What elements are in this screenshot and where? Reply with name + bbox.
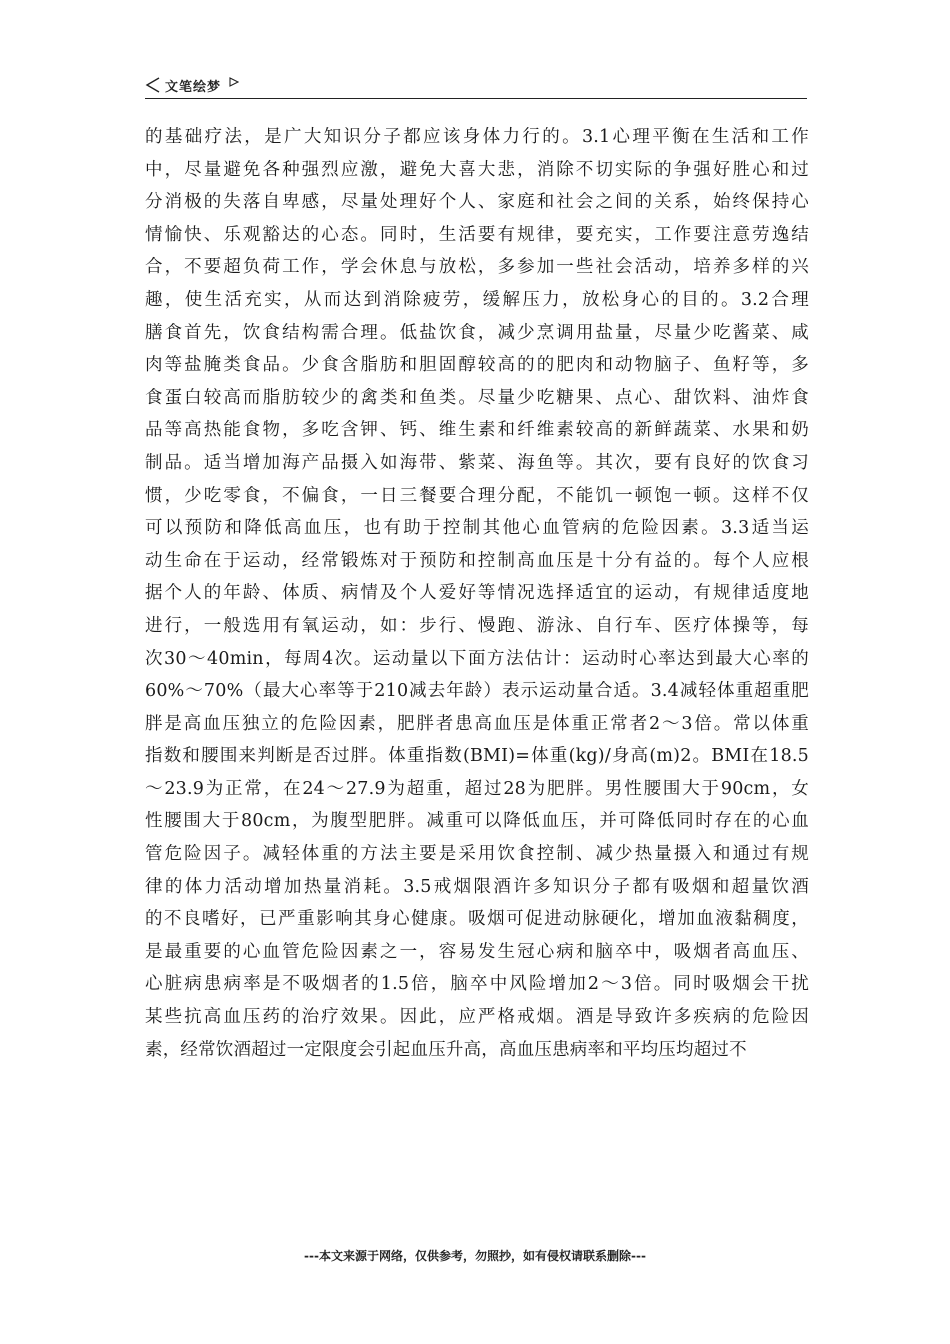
footer-disclaimer: ---本文来源于网络，仅供参考，勿照抄，如有侵权请联系删除--- bbox=[304, 1249, 646, 1263]
text-line: 食蛋白较高而脂肪较少的禽类和鱼类。尽量少吃糖果、点心、甜饮料、油炸食 bbox=[145, 387, 809, 408]
text-line: 据个人的年龄、体质、病情及个人爱好等情况选择适宜的运动，有规律适度地 bbox=[145, 583, 809, 604]
text-line: 合，不要超负荷工作，学会休息与放松，多参加一些社会活动，培养多样的兴 bbox=[145, 257, 809, 278]
text-line: 膳食首先，饮食结构需合理。低盐饮食，减少烹调用盐量，尽量少吃酱菜、咸 bbox=[145, 322, 809, 343]
text-line: 进行，一般选用有氧运动，如：步行、慢跑、游泳、自行车、医疗体操等，每 bbox=[145, 615, 809, 636]
text-line: 趣，使生活充实，从而达到消除疲劳，缓解压力，放松身心的目的。3.2合理 bbox=[145, 289, 809, 310]
text-line: 次30～40min，每周4次。运动量以下面方法估计：运动时心率达到最大心率的 bbox=[145, 648, 809, 669]
page-header bbox=[145, 72, 807, 99]
text-line: 管危险因子。减轻体重的方法主要是采用饮食控制、减少热量摄入和通过有规 bbox=[145, 844, 809, 865]
text-line: 60%～70%（最大心率等于210减去年龄）表示运动量合适。3.4减轻体重超重肥 bbox=[145, 681, 809, 702]
text-line: 的基础疗法，是广大知识分子都应该身体力行的。3.1心理平衡在生活和工作 bbox=[145, 127, 809, 147]
text-line: 制品。适当增加海产品摄入如海带、紫菜、海鱼等。其次，要有良好的饮食习 bbox=[145, 452, 809, 473]
text-line: 素，经常饮酒超过一定限度会引起血压升高，高血压患病率和平均压均超过不 bbox=[145, 1039, 747, 1060]
text-line: 情愉快、乐观豁达的心态。同时，生活要有规律，要充实，工作要注意劳逸结 bbox=[145, 224, 809, 245]
text-line: ～23.9为正常，在24～27.9为超重，超过28为肥胖。男性腰围大于90cm，女 bbox=[145, 778, 809, 799]
text-line: 中，尽量避免各种强烈应激，避免大喜大悲，消除不切实际的争强好胜心和过 bbox=[145, 159, 809, 180]
text-line: 分消极的失落自卑感，尽量处理好个人、家庭和社会之间的关系，始终保持心 bbox=[145, 192, 809, 213]
triangle-right-icon bbox=[229, 77, 239, 87]
text-line: 惯，少吃零食，不偏食，一日三餐要合理分配，不能饥一顿饱一顿。这样不仅 bbox=[145, 485, 809, 506]
text-line: 品等高热能食物，多吃含钾、钙、维生素和纤维素较高的新鲜蔬菜、水果和奶 bbox=[145, 420, 809, 441]
text-line: 胖是高血压独立的危险因素，肥胖者患高血压是体重正常者2～3倍。常以体重 bbox=[145, 713, 809, 734]
text-line: 的不良嗜好，已严重影响其身心健康。吸烟可促进动脉硬化，增加血液黏稠度， bbox=[145, 909, 809, 930]
text-line: 动生命在于运动，经常锻炼对于预防和控制高血压是十分有益的。每个人应根 bbox=[145, 550, 809, 571]
text-line: 可以预防和降低高血压，也有助于控制其他心血管病的危险因素。3.3适当运 bbox=[145, 518, 809, 539]
text-line: 律的体力活动增加热量消耗。3.5戒烟限酒许多知识分子都有吸烟和超量饮酒 bbox=[145, 876, 809, 897]
brand-title: 文笔绘梦 bbox=[165, 79, 222, 95]
text-line: 性腰围大于80cm，为腹型肥胖。减重可以降低血压，并可降低同时存在的心血 bbox=[145, 811, 809, 832]
text-line: 心脏病患病率是不吸烟者的1.5倍，脑卒中风险增加2～3倍。同时吸烟会干扰 bbox=[145, 974, 809, 995]
body-text bbox=[145, 121, 809, 1066]
text-line: 某些抗高血压药的治疗效果。因此，应严格戒烟。酒是导致许多疾病的危险因 bbox=[145, 1007, 809, 1028]
text-line: 是最重要的心血管危险因素之一，容易发生冠心病和脑卒中，吸烟者高血压、 bbox=[145, 941, 809, 962]
text-line: 指数和腰围来判断是否过胖。体重指数(BMI)=体重(kg)/身高(m)2。BMI在18.5 bbox=[145, 746, 809, 767]
text-line: 肉等盐腌类食品。少食含脂肪和胆固醇较高的的肥肉和动物脑子、鱼籽等，多 bbox=[145, 355, 809, 376]
triangle-left-icon bbox=[145, 77, 161, 93]
